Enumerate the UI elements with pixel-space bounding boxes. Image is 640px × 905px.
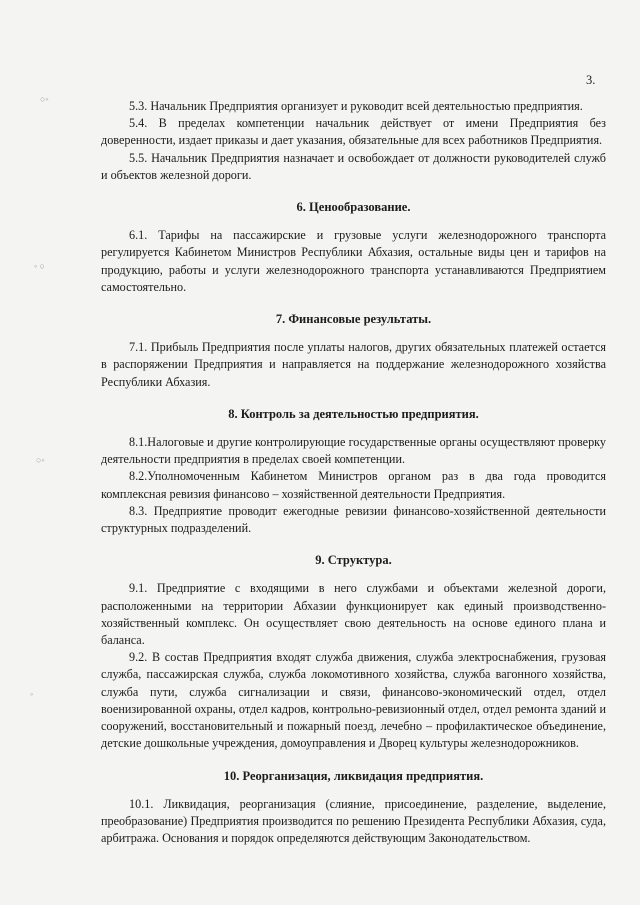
scan-mark: ○◦ bbox=[40, 94, 49, 104]
paragraph-8-3: 8.3. Предприятие проводит ежегодные ревизии финансово-хозяйственной деятельности структурных подразделений. bbox=[101, 503, 606, 536]
heading-section-8: 8. Контроль за деятельностью предприятия. bbox=[228, 406, 479, 421]
paragraph-10-1: 10.1. Ликвидация, реорганизация (слияние, присоединение, разделение, выделение, преобразование) Предприятия производится по решению Президента Республики Абхазия, суда, арбитража. Основания и порядок определяются действующим Законодательством. bbox=[101, 796, 606, 846]
paragraph-5-4: 5.4. В пределах компетенции начальник действует от имени Предприятия без доверенности, издает приказы и дает указания, обязательные для всех работников Предприятия. bbox=[101, 116, 606, 148]
scan-mark: ○◦ bbox=[36, 455, 45, 465]
scan-mark: ◦ ○ bbox=[34, 261, 45, 271]
heading-section-7: 7. Финансовые результаты. bbox=[275, 312, 432, 327]
paragraph-6-1: 6.1. Тарифы на пассажирские и грузовые услуги железнодорожного транспорта регулируется Кабинетом Министров Республики Абхазия, остальные виды цен и тарифов на продукцию, работы и услуги железнодорожного транспорта устанавливаются Предприятием самостоятельно. bbox=[101, 228, 606, 294]
paragraph-7-1: 7.1. Прибыль Предприятия после уплаты налогов, других обязательных платежей остается в распоряжении Предприятия и направляется на поддержание железнодорожного хозяйства Республики Абхазия. bbox=[101, 340, 606, 389]
page-number: 3. bbox=[586, 73, 596, 87]
scan-mark: ◦ bbox=[30, 689, 34, 699]
paragraph-5-5: 5.5. Начальник Предприятия назначает и освобождает от должности руководителей служб и объектов железной дороги. bbox=[101, 150, 606, 182]
paragraph-8-1: 8.1.Налоговые и другие контролирующие государственные органы осуществляют проверку деятельности предприятия в пределах своей компетенции. bbox=[101, 435, 606, 467]
paragraph-5-3: 5.3. Начальник Предприятия организует и руководит всей деятельностью предприятия. bbox=[129, 99, 583, 113]
heading-section-9: 9. Структура. bbox=[315, 553, 392, 568]
heading-section-10: 10. Реорганизация, ликвидация предприятия. bbox=[223, 768, 484, 783]
paragraph-8-2: 8.2.Уполномоченным Кабинетом Министров органом раз в два года проводится комплексная ревизия финансово – хозяйственной деятельности Предприятия. bbox=[101, 469, 606, 501]
paragraph-9-2: 9.2. В состав Предприятия входят служба движения, служба электроснабжения, грузовая служба, пассажирская служба, служба локомотивного хозяйства, служба вагонного хозяйства, служба пути, служба сигнализации и связи, финансово-экономический отдел, отдел военизированной охраны, отдел кадров, контрольно-ревизионный отдел, отдел ремонта зданий и сооружений, восстановительный и пожарный поезд, лечебно – профилактическое объединение, детские дошкольные учреждения, домоуправления и Дворец культуры железнодорожников. bbox=[101, 650, 606, 751]
heading-section-6: 6. Ценообразование. bbox=[296, 200, 411, 215]
paragraph-9-1: 9.1. Предприятие с входящими в него службами и объектами железной дороги, расположенными на территории Абхазии функционирует как единый производственно-хозяйственный комплекс. Он осуществляет свою деятельность на основе единого плана и баланса. bbox=[101, 581, 606, 648]
document-body bbox=[101, 98, 606, 847]
